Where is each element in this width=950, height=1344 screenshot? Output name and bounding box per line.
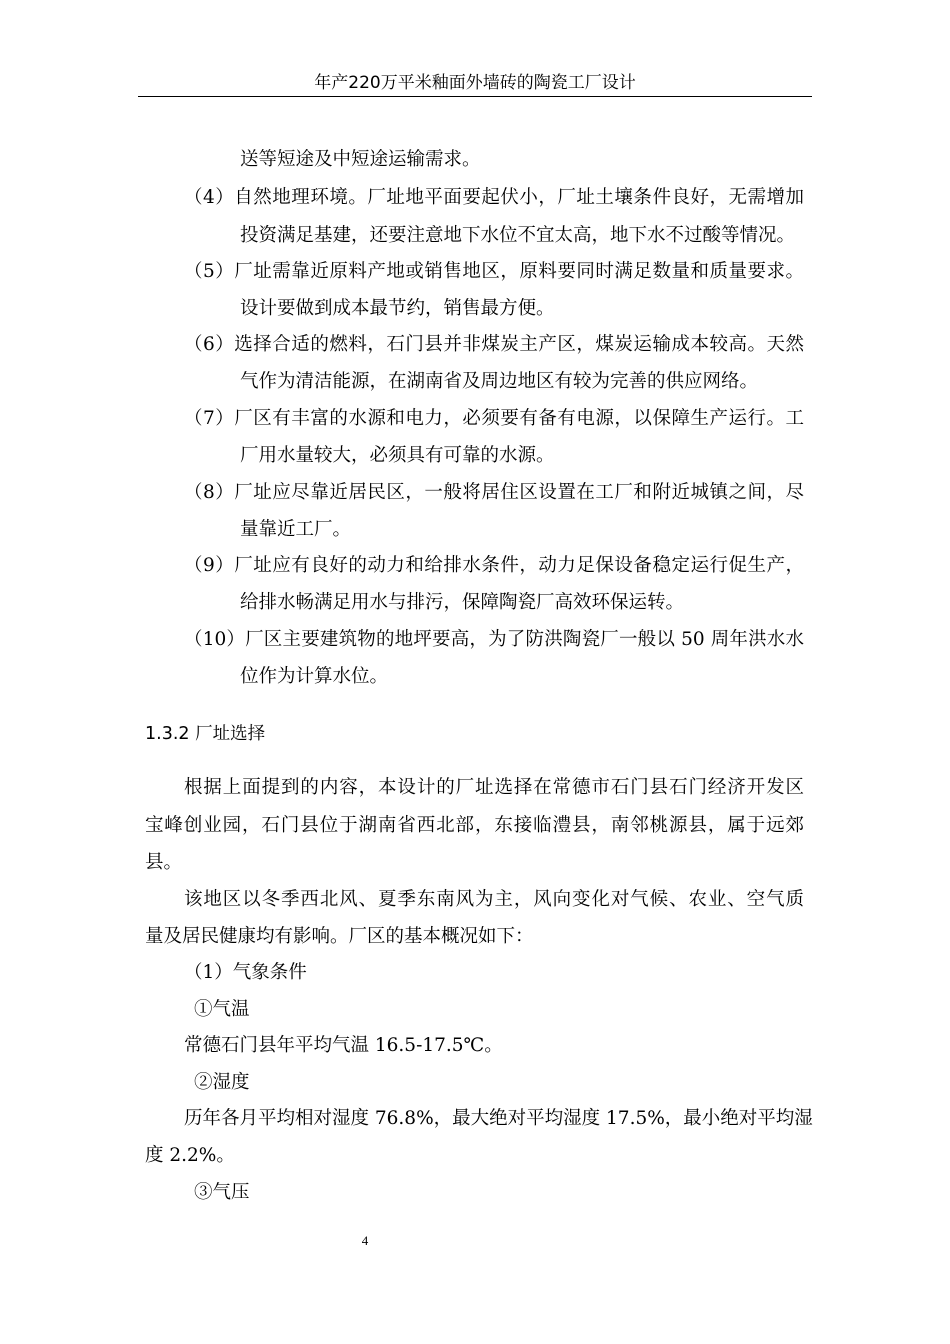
list-item-line: 厂用水量较大，必须具有可靠的水源。 <box>240 445 555 466</box>
paragraph-line: 量及居民健康均有影响。厂区的基本概况如下： <box>145 926 534 947</box>
humidity-text: 历年各月平均相对湿度 76.8%，最大绝对平均湿度 17.5%，最小绝对平均湿 <box>184 1108 813 1129</box>
humidity-text: 度 2.2%。 <box>145 1145 235 1166</box>
page-number: 4 <box>361 1233 369 1248</box>
list-item-line: （10）厂区主要建筑物的地坪要高，为了防洪陶瓷厂一般以 50 周年洪水水 <box>184 629 804 650</box>
sub-heading: （1）气象条件 <box>184 962 307 983</box>
temperature-text: 常德石门县年平均气温 16.5-17.5℃。 <box>184 1035 503 1056</box>
temperature-label: ①气温 <box>194 999 250 1020</box>
list-item-line: （9）厂址应有良好的动力和给排水条件，动力足保设备稳定运行促生产， <box>184 555 804 576</box>
section-heading: 1.3.2 厂址选择 <box>145 724 266 744</box>
list-item-line: （4）自然地理环境。厂址地平面要起伏小，厂址土壤条件良好，无需增加 <box>184 187 804 208</box>
list-item-line: 投资满足基建，还要注意地下水位不宜太高，地下水不过酸等情况。 <box>240 225 796 246</box>
page-header-title: 年产220万平米釉面外墙砖的陶瓷工厂设计 <box>314 73 636 93</box>
paragraph-line: 该地区以冬季西北风、夏季东南风为主，风向变化对气候、农业、空气质 <box>184 889 804 910</box>
list-item-line: 量靠近工厂。 <box>240 519 352 540</box>
list-item-line: （5）厂址需靠近原料产地或销售地区，原料要同时满足数量和质量要求。 <box>184 261 804 282</box>
list-item-line: （8）厂址应尽靠近居民区，一般将居住区设置在工厂和附近城镇之间，尽 <box>184 482 804 503</box>
list-item-line: 位作为计算水位。 <box>240 666 389 687</box>
list-item-line: （6）选择合适的燃料，石门县并非煤炭主产区，煤炭运输成本较高。天然 <box>184 334 804 355</box>
paragraph-line: 宝峰创业园，石门县位于湖南省西北部，东接临澧县，南邻桃源县，属于远郊 <box>145 815 804 836</box>
header-rule <box>138 96 812 97</box>
pressure-label: ③气压 <box>194 1182 250 1203</box>
list-item-line: 给排水畅满足用水与排污，保障陶瓷厂高效环保运转。 <box>240 592 685 613</box>
list-item-line: （7）厂区有丰富的水源和电力，必须要有备有电源，以保障生产运行。工 <box>184 408 804 429</box>
paragraph-line: 县。 <box>145 852 183 873</box>
list-item-continuation: 送等短途及中短途运输需求。 <box>240 149 481 170</box>
list-item-line: 气作为清洁能源，在湖南省及周边地区有较为完善的供应网络。 <box>240 371 759 392</box>
list-item-line: 设计要做到成本最节约，销售最方便。 <box>240 298 555 319</box>
humidity-label: ②湿度 <box>194 1072 250 1093</box>
paragraph-line: 根据上面提到的内容，本设计的厂址选择在常德市石门县石门经济开发区 <box>184 777 804 798</box>
